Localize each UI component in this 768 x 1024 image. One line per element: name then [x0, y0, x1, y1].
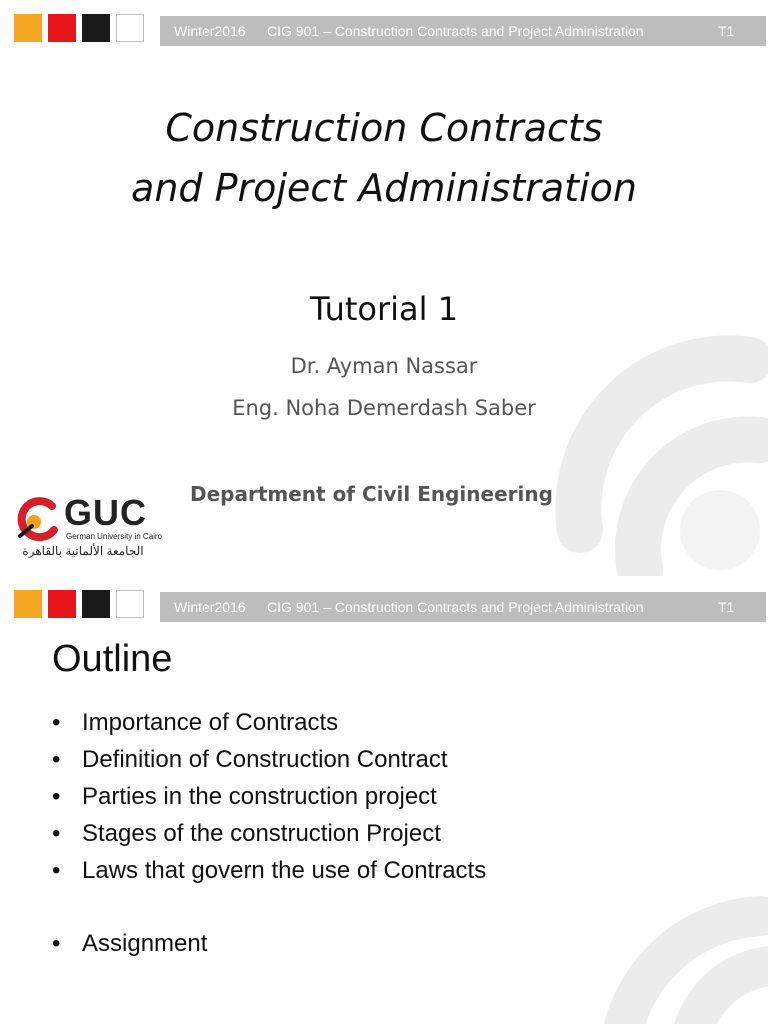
slide-title-line1: Construction Contracts	[165, 106, 603, 150]
list-item-text: Stages of the construction Project	[82, 820, 441, 847]
black-square	[82, 590, 110, 618]
slide-subtitle: Tutorial 1	[309, 290, 459, 328]
list-item-text: Assignment	[82, 930, 208, 957]
color-squares	[14, 14, 144, 42]
logo-subname: German University in Cairo	[66, 532, 163, 541]
list-item-text: Parties in the construction project	[82, 783, 437, 810]
bullet-dot: •	[52, 820, 61, 847]
list-item-text: Importance of Contracts	[82, 709, 339, 736]
header-term: Winter2016	[174, 23, 246, 39]
guc-watermark-icon	[560, 876, 768, 1024]
color-squares	[14, 590, 144, 618]
list-item	[52, 704, 486, 741]
header-bar	[160, 16, 766, 46]
outline-title: Outline	[52, 638, 173, 680]
list-item	[52, 852, 486, 889]
red-square	[48, 590, 76, 618]
bullet-dot: •	[52, 709, 61, 736]
list-item-text: Laws that govern the use of Contracts	[82, 857, 487, 884]
bullet-dot: •	[52, 930, 61, 957]
list-item	[52, 741, 486, 778]
logo-arabic: الجامعة الألمانية بالقاهرة	[22, 544, 144, 558]
white-square	[116, 14, 144, 42]
list-item	[52, 778, 486, 815]
logo-name: GUC	[64, 492, 147, 533]
outline-slide	[0, 576, 768, 1024]
slide-title-line2: and Project Administration	[131, 166, 637, 210]
outline-list	[52, 704, 486, 962]
header-bar	[160, 592, 766, 622]
bullet-dot: •	[52, 746, 61, 773]
list-item	[52, 815, 486, 852]
bullet-dot: •	[52, 857, 61, 884]
guc-logo	[12, 490, 162, 562]
list-item-text: Definition of Construction Contract	[82, 746, 448, 773]
header-course: CIG 901 – Construction Contracts and Project Administration	[267, 599, 644, 615]
black-square	[82, 14, 110, 42]
header-term: Winter2016	[174, 599, 246, 615]
orange-square	[14, 590, 42, 618]
department: Department of Civil Engineering	[190, 482, 553, 506]
bullet-dot: •	[52, 783, 61, 810]
list-item	[52, 925, 486, 962]
author-1: Dr. Ayman Nassar	[290, 354, 478, 378]
guc-emblem-icon	[12, 496, 60, 544]
header-course: CIG 901 – Construction Contracts and Project Administration	[267, 23, 644, 39]
header-tutorial: T1	[718, 23, 735, 39]
header-tutorial: T1	[718, 599, 735, 615]
red-square	[48, 14, 76, 42]
author-2: Eng. Noha Demerdash Saber	[232, 396, 536, 420]
white-square	[116, 590, 144, 618]
orange-square	[14, 14, 42, 42]
